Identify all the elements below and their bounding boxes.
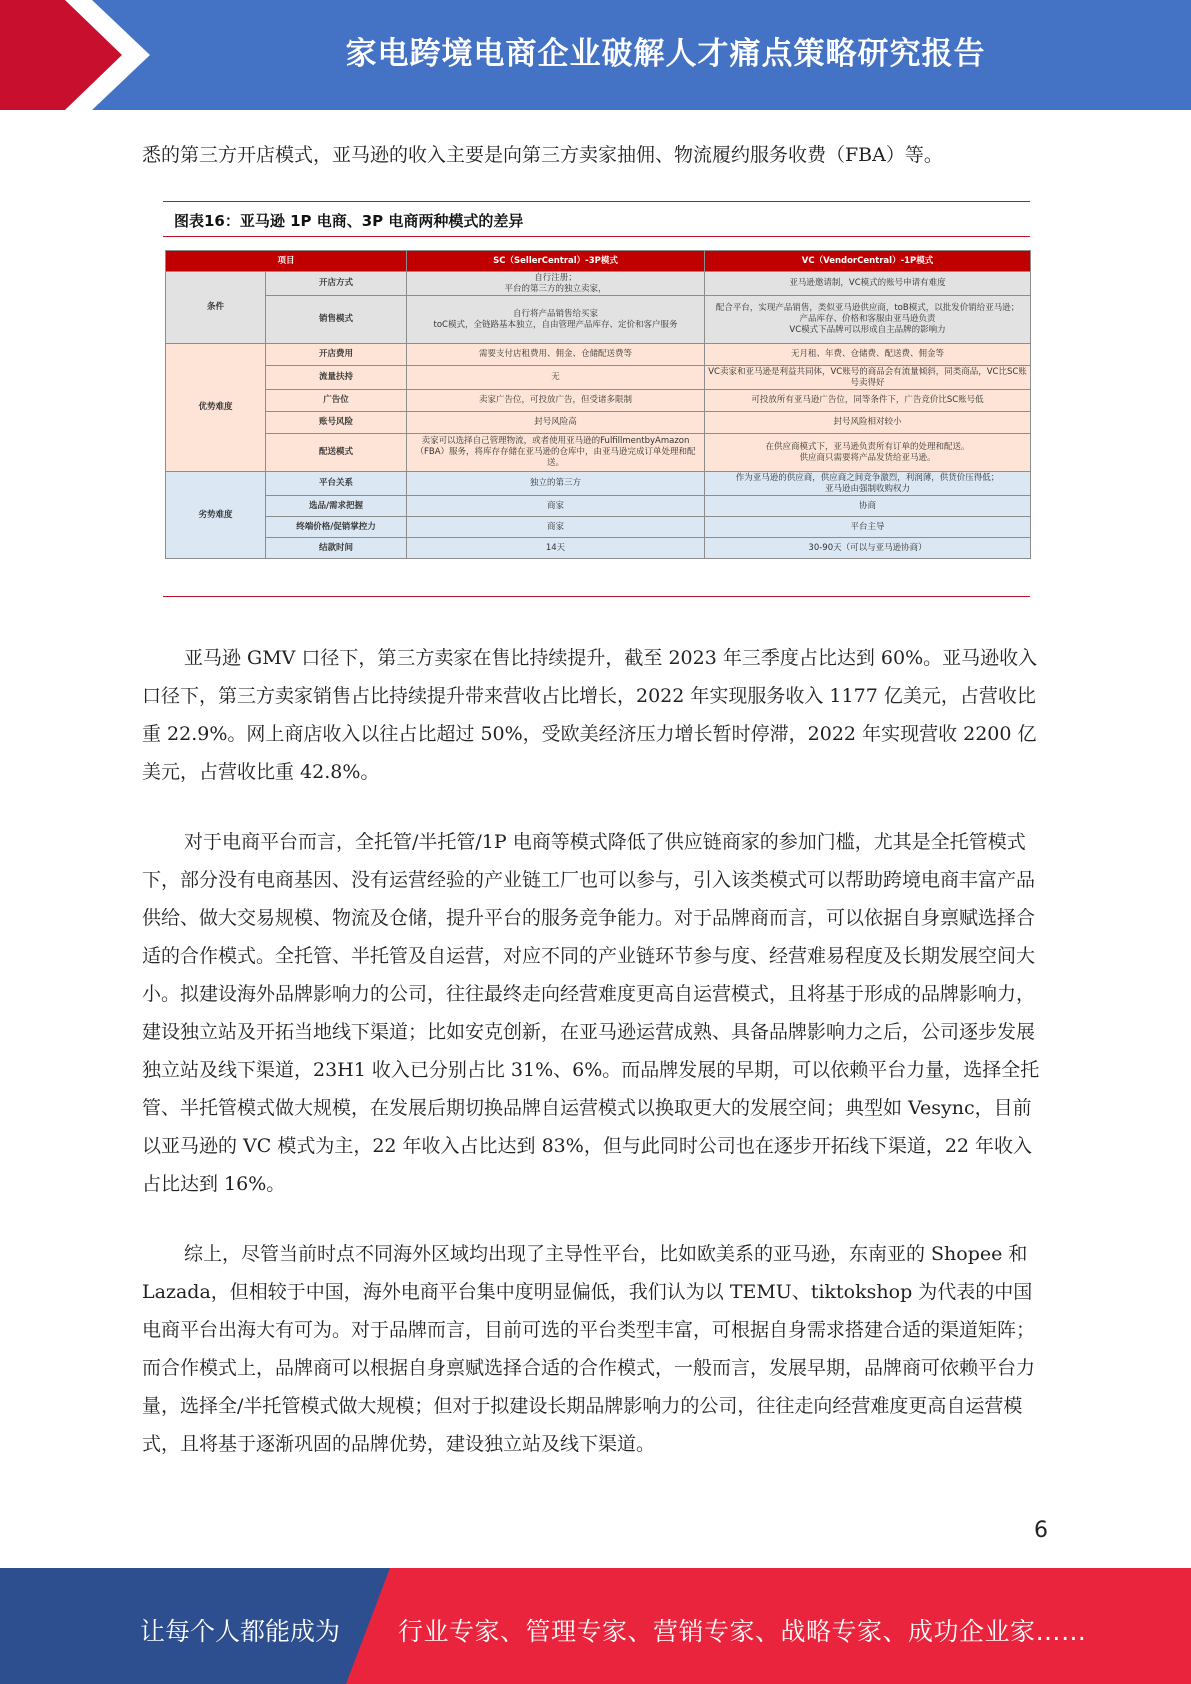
intro-paragraph: 悉的第三方开店模式，亚马逊的收入主要是向第三方卖家抽佣、物流履约服务收费（FBA）等。 (142, 144, 943, 166)
header-chevron-logo (0, 0, 150, 110)
row-label: 账号风险 (266, 412, 407, 434)
vc-cell: 在供应商模式下，亚马逊负责所有订单的处理和配送。 供应商只需要将产品发货给亚马逊。 (705, 434, 1031, 472)
body-paragraph-2: 对于电商平台而言，全托管/半托管/1P 电商等模式降低了供应链商家的参加门槛，尤其是全托管模式下，部分没有电商基因、没有运营经验的产业链工厂也可以参与，引入该类模式可以帮助跨境电商丰富产品供给、做大交易规模、物流及仓储，提升平台的服务竞争能力。对于品牌商而言，可以依据自身禀赋选择合适的合作模式。全托管、半托管及自运营，对应不同的产业链环节参与度、经营难易程度及长期发展空间大小。拟建设海外品牌影响力的公司，往往最终走向经营难度更高自运营模式，且将基于形成的品牌影响力，建设独立站及开拓当地线下渠道；比如安克创新，在亚马逊运营成熟、具备品牌影响力之后，公司逐步发展独立站及线下渠道，23H1 收入已分别占比 31%、6%。而品牌发展的早期，可以依赖平台力量，选择全托管、半托管模式做大规模，在发展后期切换品牌自运营模式以换取更大的发展空间；典型如 Vesync，目前以亚马逊的 VC 模式为主，22 年收入占比达到 83%，但与此同时公司也在逐步开拓线下渠道，22 年收入占比达到 16%。 (142, 831, 1040, 1195)
row-label: 选品/需求把握 (266, 496, 407, 517)
footer-slogan-right: 行业专家、管理专家、营销专家、战略专家、成功企业家…… (398, 1617, 1087, 1646)
table-row (166, 434, 1031, 472)
col-header-sc: SC（SellerCentral）-3P模式 (407, 251, 705, 272)
vc-cell: 无月租、年费、仓储费、配送费、佣金等 (705, 344, 1031, 366)
vc-cell: 配合平台，实现产品销售，类似亚马逊供应商，toB模式，以批发价销给亚马逊； 产品库存、价格和客服由亚马逊负责 VC模式下品牌可以形成自主品牌的影响力 (705, 296, 1031, 344)
col-header-item: 项目 (166, 251, 407, 272)
vc-cell: 作为亚马逊的供应商，供应商之间竞争激烈，利润薄，供货价压得低； 亚马逊由强制收购权力 (705, 472, 1031, 496)
row-label: 结款时间 (266, 538, 407, 559)
section-label: 优势难度 (166, 344, 266, 472)
row-label: 开店方式 (266, 272, 407, 296)
col-header-vc: VC（VendorCentral）-1P模式 (705, 251, 1031, 272)
sc-cell: 卖家广告位，可投放广告，但受诸多限制 (407, 390, 705, 412)
vc-cell: 协商 (705, 496, 1031, 517)
page-footer (0, 1568, 1191, 1684)
section-label: 劣势难度 (166, 472, 266, 559)
sc-cell: 需要支付店租费用、佣金、仓储配送费等 (407, 344, 705, 366)
table-header-row (166, 251, 1031, 272)
report-title: 家电跨境电商企业破解人才痛点策略研究报告 (345, 36, 986, 72)
vc-cell: VC卖家和亚马逊是利益共同体，VC账号的商品会有流量倾斜，同类商品，VC比SC账号卖得好 (705, 366, 1031, 390)
row-label: 终端价格/促销掌控力 (266, 517, 407, 538)
table-row (166, 517, 1031, 538)
table-row (166, 344, 1031, 366)
row-label: 流量扶持 (266, 366, 407, 390)
page-number: 6 (1034, 1518, 1048, 1543)
row-label: 广告位 (266, 390, 407, 412)
table-row (166, 272, 1031, 296)
row-label: 开店费用 (266, 344, 407, 366)
sc-cell: 封号风险高 (407, 412, 705, 434)
page-header (0, 0, 1191, 110)
sc-cell: 商家 (407, 496, 705, 517)
sc-cell: 商家 (407, 517, 705, 538)
body-paragraph-1: 亚马逊 GMV 口径下，第三方卖家在售比持续提升，截至 2023 年三季度占比达到 60%。亚马逊收入口径下，第三方卖家销售占比持续提升带来营收占比增长，2022 年实现服务收入 1177 亿美元，占营收比重 22.9%。网上商店收入以往占比超过 50%，受欧美经济压力增长暂时停滞，2022 年实现营收 2200 亿美元，占营收比重 42.8%。 (142, 647, 1038, 783)
sc-cell: 无 (407, 366, 705, 390)
figure-title: 图表16：亚马逊 1P 电商、3P 电商两种模式的差异 (174, 212, 524, 230)
figure-top-rule (163, 201, 1030, 202)
sc-cell: 自行将产品销售给买家 toC模式，全链路基本独立，自由管理产品库存、定价和客户服务 (407, 296, 705, 344)
vc-cell: 封号风险相对较小 (705, 412, 1031, 434)
row-label: 平台关系 (266, 472, 407, 496)
sc-cell: 14天 (407, 538, 705, 559)
table-row (166, 296, 1031, 344)
sc-cell: 卖家可以选择自己管理物流，或者使用亚马逊的FulfillmentbyAmazon（FBA）服务，将库存存储在亚马逊的仓库中，由亚马逊完成订单处理和配送。 (407, 434, 705, 472)
section-label: 条件 (166, 272, 266, 344)
figure-title-rule (163, 236, 1030, 237)
sc-cell: 自行注册； 平台的第三方的独立卖家， (407, 272, 705, 296)
vc-cell: 平台主导 (705, 517, 1031, 538)
vc-cell: 30-90天（可以与亚马逊协商） (705, 538, 1031, 559)
body-paragraph-3: 综上，尽管当前时点不同海外区域均出现了主导性平台，比如欧美系的亚马逊，东南亚的 Shopee 和 Lazada，但相较于中国，海外电商平台集中度明显偏低，我们认为以 TEMU、tiktokshop 为代表的中国电商平台出海大有可为。对于品牌而言，目前可选的平台类型丰富，可根据自身需求搭建合适的渠道矩阵；而合作模式上，品牌商可以根据自身禀赋选择合适的合作模式，一般而言，发展早期，品牌商可依赖平台力量，选择全/半托管模式做大规模；但对于拟建设长期品牌影响力的公司，往往走向经营难度更高自运营模式，且将基于逐渐巩固的品牌优势，建设独立站及线下渠道。 (142, 1243, 1036, 1455)
figure-bottom-rule (163, 596, 1030, 597)
table-row (166, 472, 1031, 496)
vc-cell: 亚马逊邀请制，VC模式的账号申请有难度 (705, 272, 1031, 296)
sc-cell: 独立的第三方 (407, 472, 705, 496)
table-row (166, 412, 1031, 434)
table-row (166, 390, 1031, 412)
footer-slogan-left: 让每个人都能成为 (140, 1617, 341, 1646)
row-label: 销售模式 (266, 296, 407, 344)
table-row (166, 496, 1031, 517)
row-label: 配送模式 (266, 434, 407, 472)
table-row (166, 538, 1031, 559)
table-row (166, 366, 1031, 390)
comparison-table (165, 250, 1031, 559)
vc-cell: 可投放所有亚马逊广告位，同等条件下，广告竞价比SC账号低 (705, 390, 1031, 412)
